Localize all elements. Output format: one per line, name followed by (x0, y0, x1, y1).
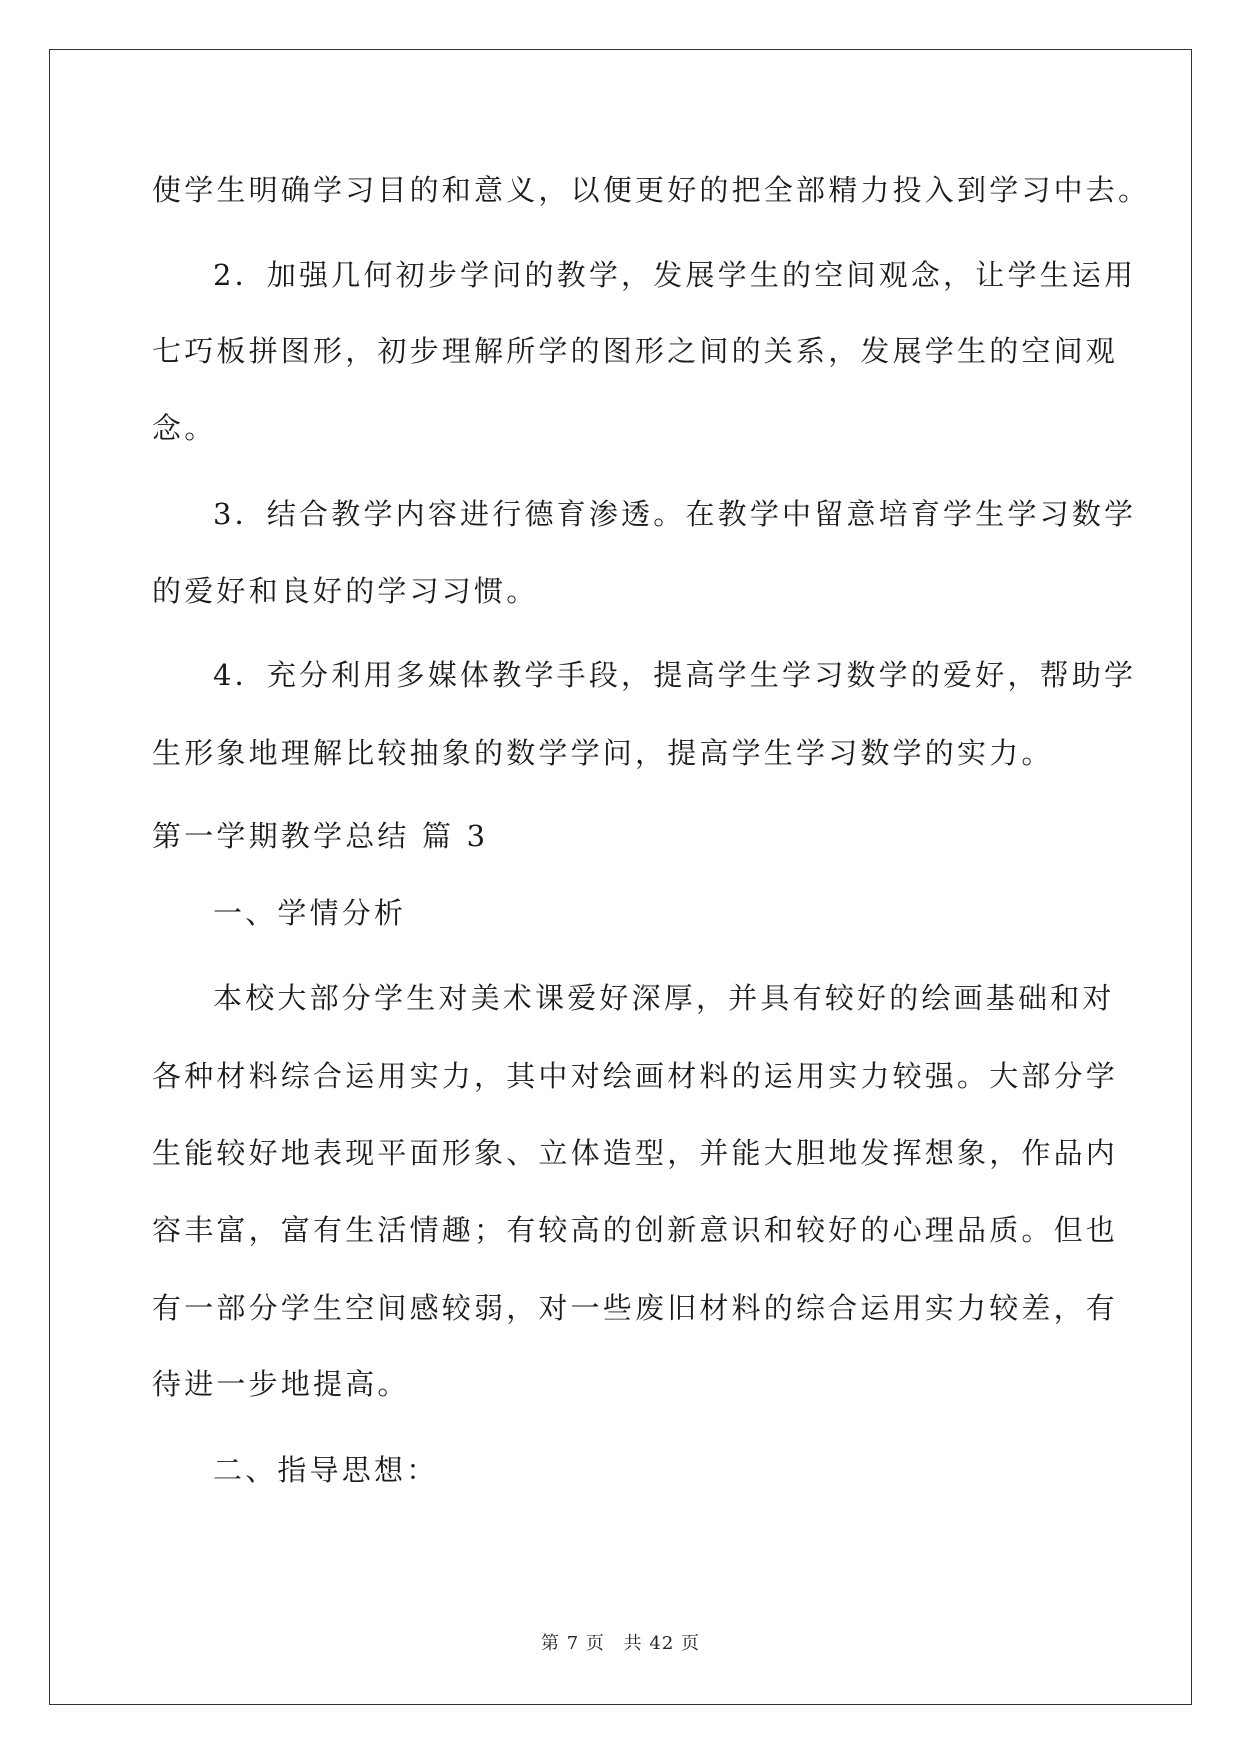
paragraph-line: 有一部分学生空间感较弱，对一些废旧材料的综合运用实力较差，有 (152, 1291, 1119, 1325)
page-number: 第 7 页 (541, 1633, 605, 1654)
paragraph-line: 4．充分利用多媒体教学手段，提高学生学习数学的爱好，帮助学 (213, 658, 1137, 692)
paragraph-line: 各种材料综合运用实力，其中对绘画材料的运用实力较强。大部分学 (152, 1059, 1119, 1093)
page-footer (0, 1629, 1241, 1655)
paragraph-line: 2．加强几何初步学问的教学，发展学生的空间观念，让学生运用 (213, 258, 1137, 292)
paragraph-line: 念。 (152, 411, 217, 445)
paragraph-line: 容丰富，富有生活情趣；有较高的创新意识和较好的心理品质。但也 (152, 1213, 1119, 1247)
paragraph-line: 本校大部分学生对美术课爱好深厚，并具有较好的绘画基础和对 (213, 981, 1115, 1015)
page-total: 共 42 页 (623, 1633, 700, 1654)
subsection-heading: 一、学情分析 (213, 896, 407, 930)
paragraph-line: 生能较好地表现平面形象、立体造型，并能大胆地发挥想象，作品内 (152, 1136, 1119, 1170)
paragraph-line: 3．结合教学内容进行德育渗透。在教学中留意培育学生学习数学 (213, 497, 1137, 531)
paragraph-line: 使学生明确学习目的和意义，以便更好的把全部精力投入到学习中去。 (152, 173, 1151, 207)
section-heading: 第一学期教学总结 篇 3 (152, 819, 489, 853)
subsection-heading: 二、指导思想： (213, 1453, 439, 1487)
paragraph-line: 七巧板拼图形，初步理解所学的图形之间的关系，发展学生的空间观 (152, 334, 1119, 368)
paragraph-line: 的爱好和良好的学习习惯。 (152, 574, 539, 608)
paragraph-line: 待进一步地提高。 (152, 1367, 410, 1401)
paragraph-line: 生形象地理解比较抽象的数学学问，提高学生学习数学的实力。 (152, 736, 1054, 770)
